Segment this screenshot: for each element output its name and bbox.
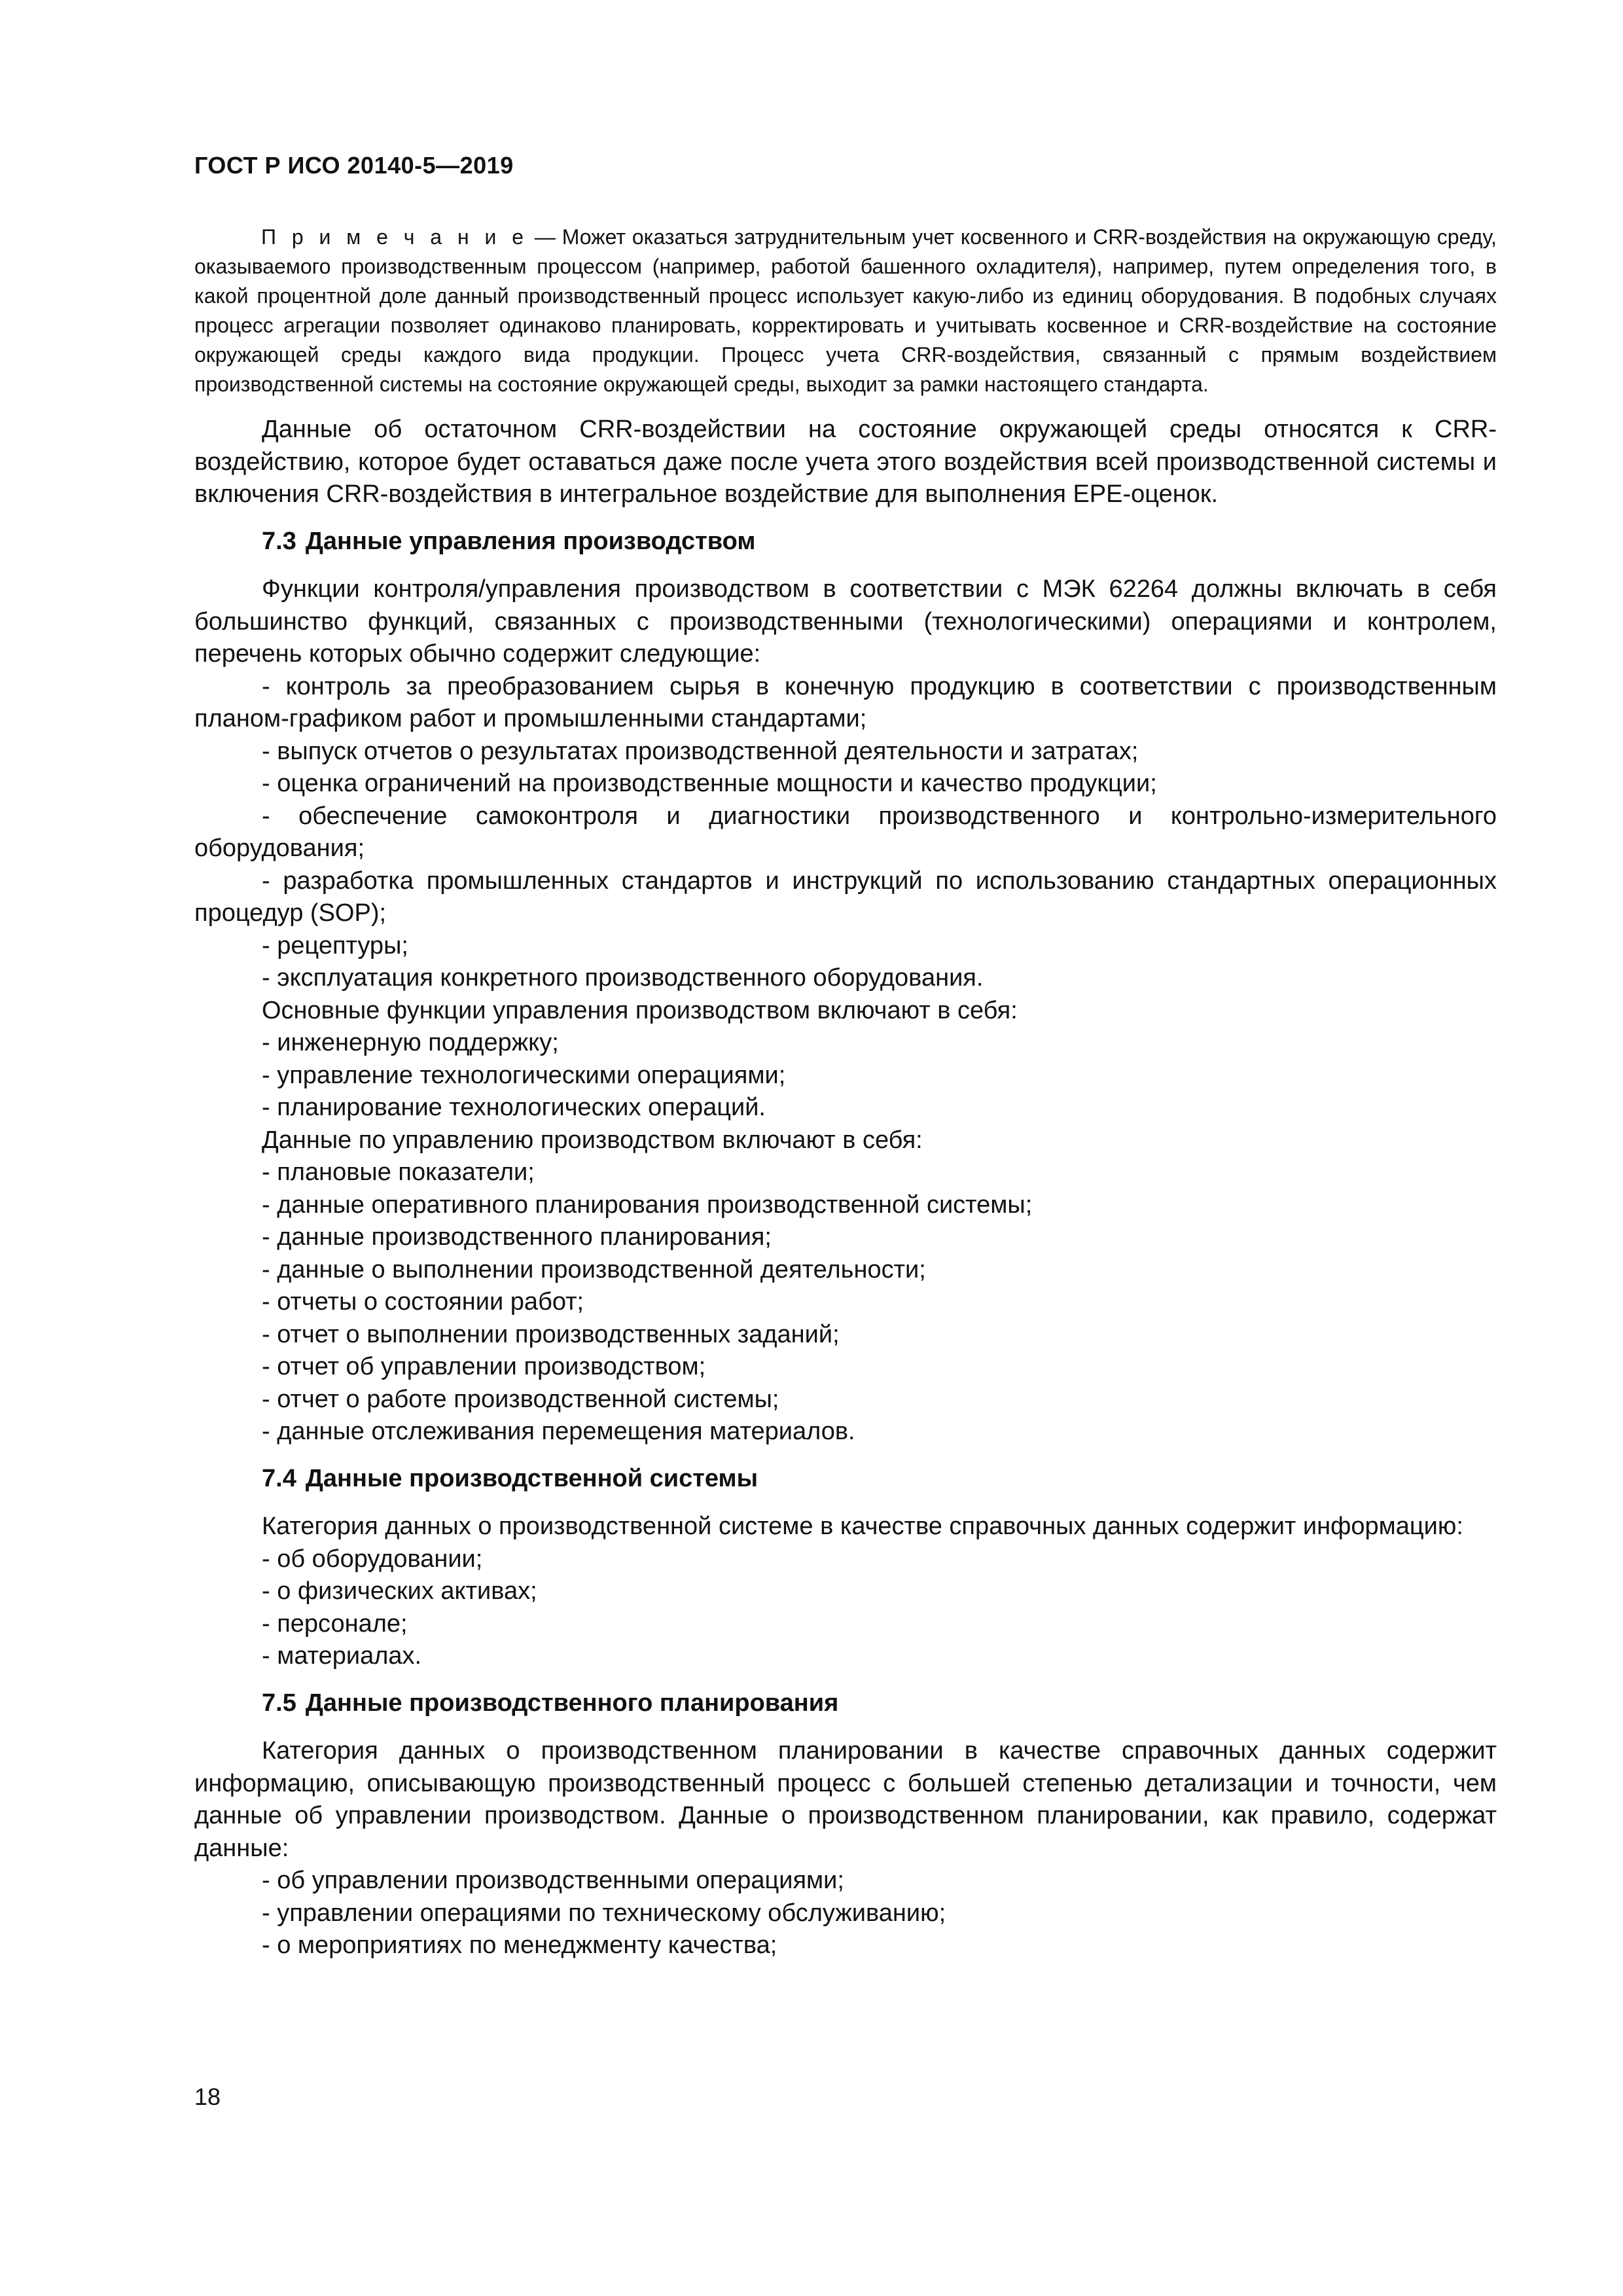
main-functions-list [194,1027,1497,1124]
list-item: - рецептуры; [262,931,408,960]
list-item: - отчет о работе производственной системы; [262,1385,779,1413]
list-item: - управлении операциями по техническому обслуживанию; [262,1899,946,1927]
list-item: - данные производственного планирования; [262,1223,772,1251]
main-functions-intro: Основные функции управления производством включают в себя: [262,996,1018,1024]
list-item: - о физических активах; [262,1577,537,1605]
list-item: - инженерную поддержку; [262,1029,559,1056]
page-number: 18 [194,2083,221,2110]
document-header: ГОСТ Р ИСО 20140-5—2019 [194,152,514,179]
section-number: 7.4 [262,1464,296,1492]
list-item: - данные отслеживания перемещения материалов. [262,1418,855,1445]
production-control-data-list [194,1157,1497,1448]
note-dash: — [534,225,556,249]
list-item: - оценка ограничений на производственные мощности и качество продукции; [262,770,1157,797]
list-item: - управление технологическими операциями; [262,1061,786,1089]
production-control-functions-list [194,671,1497,995]
production-planning-data-list [194,1865,1497,1962]
section-title: Данные управления производством [305,527,756,555]
section-7-3-intro: Функции контроля/управления производством в соответствии с МЭК 62264 должны включать в себя большинство функций, связанных с производственными (технологическими) операциями и контролем, перечень которых обычно содержит следующие: [194,575,1497,668]
list-item: - отчет об управлении производством; [262,1353,706,1380]
section-title: Данные производственного планирования [305,1689,839,1717]
list-item: - выпуск отчетов о результатах производственной деятельности и затратах; [262,737,1139,765]
section-number: 7.5 [262,1689,296,1717]
residual-crr-paragraph: Данные об остаточном CRR-воздействии на состояние окружающей среды относятся к CRR-воздействию, которое будет оставаться даже после учета этого воздействия всей производственной системы и включения CRR-воздействия в интегральное воздействие для выполнения EPE-оценок. [194,416,1497,508]
list-item: - данные о выполнении производственной деятельности; [262,1255,926,1283]
list-item: - о мероприятиях по менеджменту качества; [262,1931,777,1959]
list-item: - об оборудовании; [262,1545,483,1573]
note-text: Может оказаться затруднительным учет косвенного и CRR-воздействия на окружающую среду, оказываемого производственным процессом (например, работой башенного охладителя), например, путем определения того, в какой процентной доле данный производственный процесс использует какую-либо из единиц оборудования. В подобных случаях процесс агрегации позволяет одинаково планировать, корректировать и учитывать косвенное и CRR-воздействие на состояние окружающей среды каждого вида продукции. Процесс учета CRR-воздействия, связанный с прямым воздействием производственной системы на состояние окружающей среды, выходит за рамки настоящего стандарта. [194,225,1497,396]
list-item: - об управлении производственными операциями; [262,1867,844,1894]
section-title: Данные производственной системы [305,1464,758,1492]
section-number: 7.3 [262,527,296,555]
list-item: - материалах. [262,1642,422,1670]
list-item: - планирование технологических операций. [262,1094,766,1121]
list-item: - плановые показатели; [262,1158,535,1186]
list-item: - обеспечение самоконтроля и диагностики производственного и контрольно-измерительного оборудования; [194,802,1497,862]
list-item: - отчет о выполнении производственных заданий; [262,1320,840,1348]
list-item: - отчеты о состоянии работ; [262,1288,584,1316]
list-item: - персонале; [262,1609,408,1638]
production-control-data-intro: Данные по управлению производством включают в себя: [262,1126,923,1154]
list-item: - контроль за преобразованием сырья в конечную продукцию в соответствии с производственным планом-графиком работ и промышленными стандартами; [194,672,1497,732]
list-item: - данные оперативного планирования производственной системы; [262,1191,1033,1219]
section-7-4-intro: Категория данных о производственной системе в качестве справочных данных содержит информацию: [262,1513,1463,1540]
list-item: - разработка промышленных стандартов и инструкций по использованию стандартных операционных процедур (SOP); [194,867,1497,927]
page-content [194,223,1497,1962]
note-label: П р и м е ч а н и е [261,225,529,249]
production-system-data-list [194,1543,1497,1673]
section-7-5-intro: Категория данных о производственном планировании в качестве справочных данных содержит информацию, описывающую производственный процесс с большей степенью детализации и точности, чем данные об управлении производством. Данные о производственном планировании, как правило, содержат данные: [194,1737,1497,1862]
section-heading-7-4 [194,1463,1497,1496]
section-heading-7-3 [194,526,1497,558]
note-paragraph [194,223,1497,399]
section-heading-7-5 [194,1687,1497,1720]
list-item: - эксплуатация конкретного производственного оборудования. [262,964,984,992]
